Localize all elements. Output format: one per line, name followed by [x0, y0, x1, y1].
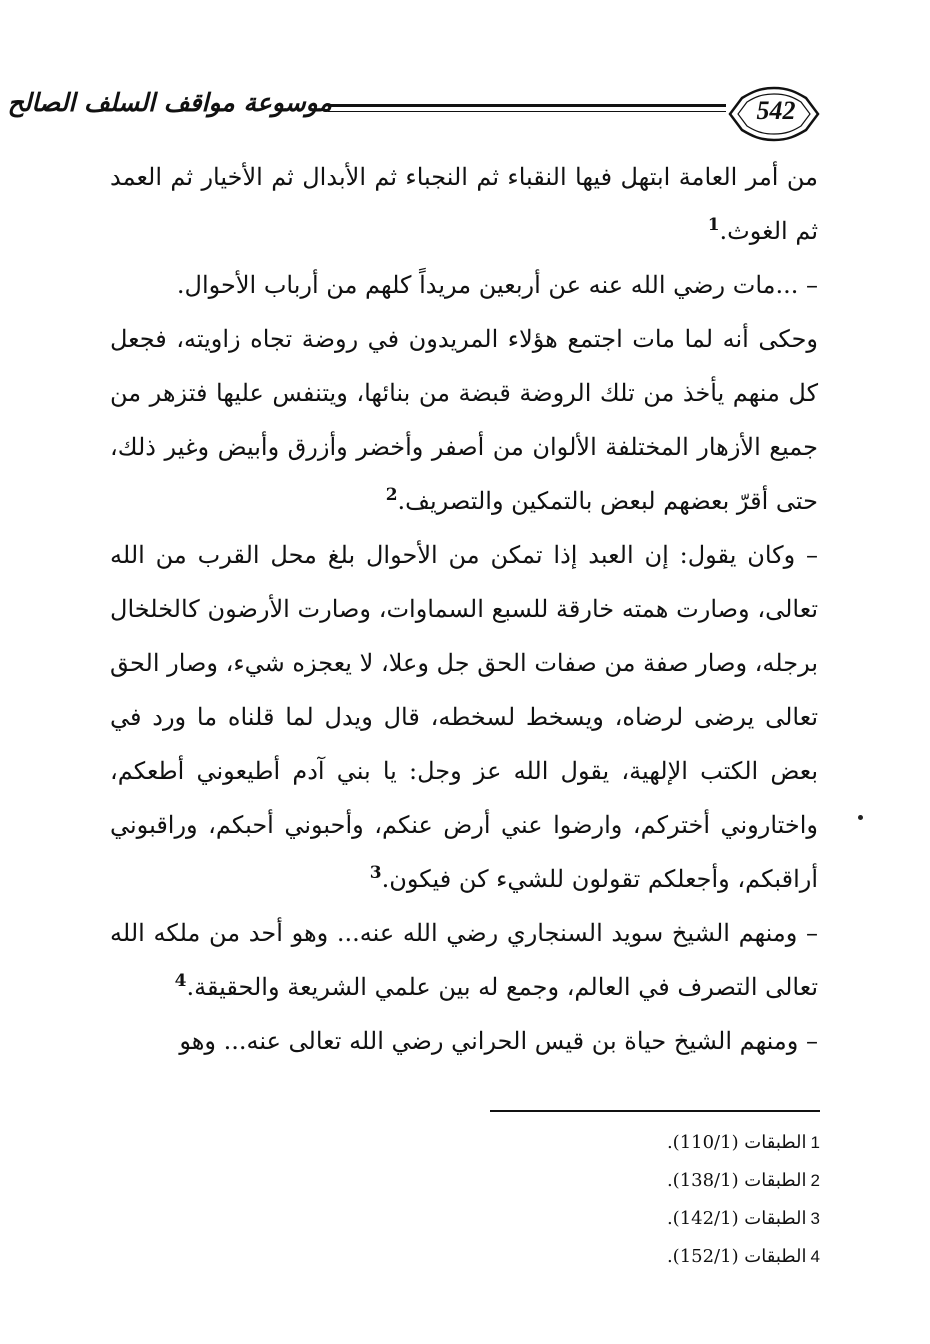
paragraph-text: – ومنهم الشيخ سويد السنجاري رضي الله عنه... وهو أحد من ملكه الله تعالى التصرف في العالم، وجمع له بين علمي الشريعة والحقيقة.	[110, 919, 818, 1001]
book-title: موسوعة مواقف السلف الصالح	[7, 88, 332, 117]
footnote-number: 1	[810, 1133, 820, 1152]
footnote-text: الطبقات (142/1).	[666, 1208, 807, 1229]
footnote	[400, 1200, 820, 1238]
footnote-number: 2	[810, 1171, 820, 1190]
page-number-ornament	[726, 84, 822, 144]
paragraph	[110, 312, 818, 528]
header-rule	[328, 104, 726, 114]
footnote-text: الطبقات (110/1).	[666, 1132, 807, 1153]
footnote	[400, 1124, 820, 1162]
paragraph	[110, 150, 818, 258]
footnote	[400, 1162, 820, 1200]
footnote-marker: 3	[369, 863, 382, 883]
footnote-marker: 2	[385, 485, 398, 505]
page-header	[7, 84, 822, 146]
paragraph-text: – ...مات رضي الله عنه عن أربعين مريداً كلهم من أرباب الأحوال.	[176, 271, 818, 299]
main-text	[110, 150, 818, 1068]
footnote-text: الطبقات (152/1).	[666, 1246, 807, 1267]
footnote-number: 4	[810, 1247, 820, 1266]
footnote-text: الطبقات (138/1).	[666, 1170, 807, 1191]
footnotes	[400, 1124, 820, 1276]
footnote-divider	[490, 1110, 820, 1112]
paragraph	[110, 906, 818, 1014]
footnote	[400, 1238, 820, 1276]
paragraph	[110, 1014, 818, 1068]
paragraph-text: – ومنهم الشيخ حياة بن قيس الحراني رضي الله تعالى عنه... وهو	[179, 1027, 818, 1055]
stray-dot	[858, 815, 863, 820]
footnote-marker: 4	[174, 971, 187, 991]
paragraph-text: – وكان يقول: إن العبد إذا تمكن من الأحوال بلغ محل القرب من الله تعالى، وصارت همته خارقة للسبع السماوات، وصارت الأرضون كالخلخال برجله، وصار صفة من صفات الحق جل وعلا، لا يعجزه شيء، وصار الحق تعالى يرضى لرضاه، ويسخط لسخطه، قال ويدل لما قلناه ما ورد في بعض الكتب الإلهية، يقول الله عز وجل: يا بني آدم أطيعوني أطعكم، واختاروني أختركم، وارضوا عني أرض عنكم، وأحبوني أحبكم، وراقبوني أراقبكم، وأجعلكم تقولون للشيء كن فيكون.	[110, 541, 818, 893]
page-number: 542	[756, 96, 796, 125]
paragraph	[110, 528, 818, 906]
paragraph-text: من أمر العامة ابتهل فيها النقباء ثم النجباء ثم الأبدال ثم الأخيار ثم العمد ثم الغوث.	[110, 163, 818, 245]
paragraph-text: وحكى أنه لما مات اجتمع هؤلاء المريدون في روضة تجاه زاويته، فجعل كل منهم يأخذ من تلك الروضة قبضة من بنائها، ويتنفس عليها فتزهر من جميع الأزهار المختلفة الألوان من أصفر وأخضر وأزرق وأبيض وغير ذلك، حتى أقرّ بعضهم لبعض بالتمكين والتصريف.	[110, 325, 818, 515]
paragraph	[110, 258, 818, 312]
footnote-marker: 1	[707, 215, 720, 235]
footnote-number: 3	[810, 1209, 820, 1228]
